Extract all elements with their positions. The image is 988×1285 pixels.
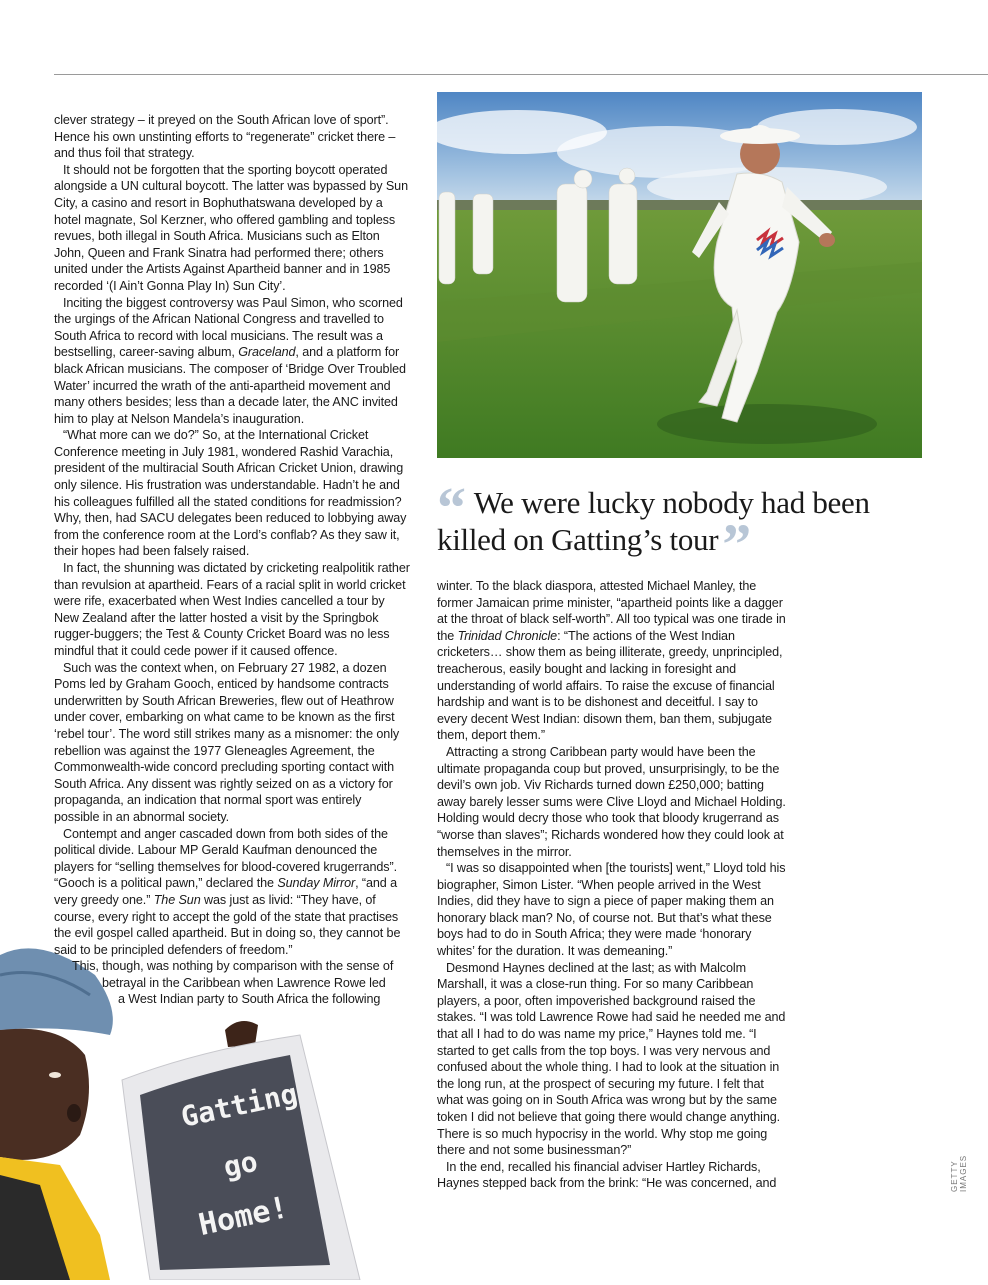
text-run: , “and a very greedy one.”	[54, 876, 398, 907]
newspaper-name: The Sun	[153, 892, 201, 907]
text-run: Inciting the biggest controversy was Paul Simon, who scorned the urgings of the African National Congress and travelled to South Africa to record with local musicians. The result was a bestselling, career-saving album,	[54, 295, 403, 360]
pull-quote-text: We were lucky nobody had been killed on Gatting’s tour	[437, 485, 870, 557]
paragraph	[54, 826, 410, 959]
wrapped-line: This, though, was nothing by comparison with the sense of	[72, 959, 394, 974]
top-rule	[54, 74, 988, 75]
newspaper-name: Trinidad Chronicle	[457, 628, 558, 643]
sign-text-line: Home!	[195, 1190, 292, 1244]
text-run: : “The actions of the West Indian cricketers… show them as being illiterate, greedy, unprincipled, treacherous, easily bought and lacking in foresight and understanding of world affairs. To raise the excuse of financial hardship and want is to be dishonest and deceitful. I say to every decent West Indian: disown them, ban them, subjugate them, deport them.”	[437, 628, 783, 743]
right-column	[437, 578, 789, 1192]
paragraph: clever strategy – it preyed on the South African love of sport”. Hence his own unstinting efforts to “regenerate” cricket there – and thus foil that strategy.	[54, 113, 396, 161]
paragraph: In fact, the shunning was dictated by cricketing realpolitik rather than revulsion at apartheid. Fears of a racial split in world cricket were rife, exacerbated when West Indies cancelled a tour by New Zealand after the latter hosted a visit by the Springbok rugger-buggers; the Test & County Cricket Board was no less mindful that it could cede power if it caused offence.	[54, 561, 410, 658]
text-run: was just as livid: “They have, of course, every right to accept the gold of the state that practises the evil gospel called apartheid. But in doing so, they cannot be said to be principled defenders of freedom.”	[54, 892, 401, 957]
paragraph: “What more can we do?” So, at the International Cricket Conference meeting in July 1981, wondered Rashid Varachia, president of the multiracial South African Cricket Union, drawing only silence. His frustration was understandable. Hadn’t he and his colleagues fulfilled all the stated conditions for readmission? Why, then, had SACU delegates been reduced to lobbying away from the conference room at the Lord’s conflab? As they saw it, their hopes had been falsely raised.	[54, 428, 407, 559]
wrapped-line: betrayal in the Caribbean when Lawrence Rowe led	[102, 975, 386, 990]
photo-credit: GETTY IMAGES	[950, 1154, 968, 1192]
sign-text-line: go	[220, 1144, 261, 1184]
paragraph: Such was the context when, on February 27 1982, a dozen Poms led by Graham Gooch, enticed by handsome contracts underwritten by South African Breweries, flew out of Heathrow under cover, embarking on what came to be known as the first ‘rebel tour’. The word still strikes many as a misnomer: the only rebellion was against the 1977 Gleneagles Agreement, the Commonwealth-wide concord precluding sporting contact with South Africa. Any dissent was rightly seized on as a victory for propaganda, an indication that normal sport was entirely possible in an abnormal society.	[54, 660, 400, 824]
cricket-photo-illustration	[437, 92, 922, 458]
paragraph: Desmond Haynes declined at the last; as with Malcolm Marshall, it was a close-run thing. For so many Caribbean players, a poor, often impoverished background raised the stakes. “I was told Lawrence Rowe had said he needed me and that all I had to do was name my price,” Haynes told me. “I started to get calls from the top boys. I was very nervous and confused about the whole thing. I had to look at the situation in the long run, at the prospect of securing my future. I felt that what was going on in South Africa was wrong but by the same token I did not believe that going there would change anything. There is so much hypocrisy in the world. Why stop me going there and not some businessman?”	[437, 960, 786, 1158]
pull-quote	[437, 475, 937, 577]
wrapped-line: a West Indian party to South Africa the following	[118, 992, 381, 1007]
cricket-photo	[437, 92, 922, 458]
newspaper-name: Sunday Mirror	[277, 876, 356, 891]
text-run: Contempt and anger cascaded down from both sides of the political divide. Labour MP Gerald Kaufman denounced the players for “selling themselves for blood-covered krugerrands”. “Gooch is a political pawn,” declared the	[54, 826, 397, 891]
paragraph-wrapped	[54, 958, 410, 1008]
paragraph: “I was so disappointed when [the tourists] went,” Lloyd told his biographer, Simon Lister. “When people arrived in the West Indies, did they have to sign a piece of paper making them an honorary black man? No, of course not. But that’s what these boys had to do in South Africa; they were made ‘honorary whites’ for the duration. It was demeaning.”	[437, 861, 786, 959]
paragraph	[437, 578, 789, 744]
text-run: , and a platform for black African musicians. The composer of ‘Bridge Over Troubled Water’ incurred the wrath of the anti-apartheid movement and many others besides; less than a decade later, the ANC invited him to play at Nelson Mandela’s inauguration.	[54, 345, 406, 426]
paragraph: Attracting a strong Caribbean party would have been the ultimate propaganda coup but proved, unsurprisingly, to be the devil’s own job. Viv Richards turned down £250,000; batting away barely lesser sums were Clive Lloyd and Michael Holding. Holding would decry those who took that bloody krugerrand as “worse than slaves”; Richards wondered how they could look at themselves in the mirror.	[437, 744, 786, 859]
album-title: Graceland	[238, 345, 296, 360]
paragraph: It should not be forgotten that the sporting boycott operated alongside a UN cultural boycott. The latter was bypassed by Sun City, a casino and resort in Bophuthatswana developed by a hotel magnate, Sol Kerzner, who offered gambling and topless revues, both illegal in South Africa. Musicians such as Elton John, Queen and Frank Sinatra had performed there; others united under the Artists Against Apartheid banner and in 1985 recorded ‘(I Ain’t Gonna Play In) Sun City’.	[54, 162, 408, 293]
left-column	[54, 112, 410, 1008]
paragraph	[54, 295, 410, 428]
close-quote-mark: ”	[722, 512, 751, 577]
open-quote-mark: “	[437, 475, 466, 540]
text-run: winter. To the black diaspora, attested Michael Manley, the former Jamaican prime minister, “apartheid points like a dagger at the throat of black self-worth”. All too typical was one tirade in the	[437, 579, 786, 643]
sign-text-line: Gatting	[178, 1076, 301, 1134]
paragraph: In the end, recalled his financial adviser Hartley Richards, Haynes stepped back from the brink: “He was concerned, and	[437, 1159, 777, 1191]
